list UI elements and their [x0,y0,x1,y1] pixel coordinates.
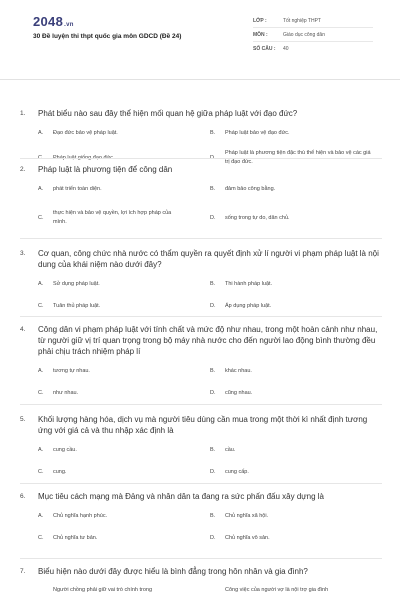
question-2 [20,164,382,241]
option-text: Đạo đức bảo vệ pháp luật. [53,130,118,136]
option-letter: A. [38,130,44,136]
question-stem [20,491,382,502]
question-text: Mục tiêu cách mạng mà Đảng và nhân dân ta đang ra sức phấn đấu xây dựng là [38,492,324,501]
question-stem [20,324,382,357]
question-text: Pháp luật là phương tiện để công dân [38,165,173,174]
meta-row-class [253,14,373,28]
question-stem [20,108,382,119]
question-text: Khối lượng hàng hóa, dịch vụ mà người tiêu dùng cần mua trong một thời kì nhất định tương ứng với giá cả và thu nhập xác định là [38,415,368,435]
question-6 [20,491,382,550]
site-logo[interactable] [33,14,74,29]
option-letter: D. [210,390,216,396]
option-letter: B. [210,130,216,136]
options [20,280,382,318]
question-stem [20,164,382,175]
options [20,446,382,484]
question-stem [20,414,382,436]
option-text: khác nhau. [225,368,252,374]
meta-value: 40 [283,46,289,52]
divider [20,483,382,484]
options [20,512,382,550]
question-5 [20,414,382,484]
question-4 [20,324,382,405]
meta-key: LỚP : [253,17,267,24]
divider [20,238,382,239]
divider [20,558,382,559]
option-text: Sử dụng pháp luật. [53,281,100,287]
option-text: tương tự nhau. [53,368,90,374]
meta-key: SỐ CÂU : [253,46,276,52]
question-text: Cơ quan, công chức nhà nước có thẩm quyền ra quyết định xử lí người vi phạm pháp luật là nội dung của khái niệm nào dưới đây? [38,249,379,269]
option-text: cầu. [225,447,236,453]
question-number: 6. [20,493,26,500]
option-letter: D. [210,215,216,221]
option-letter: B. [210,513,216,519]
option-letter: C. [38,535,44,541]
option-text: Chủ nghĩa tư bản. [53,535,98,541]
option-text: Áp dụng pháp luật. [225,303,272,309]
option-text: cung cầu. [53,447,77,453]
option-text: cũng nhau. [225,390,253,396]
option-letter: C. [38,303,44,309]
option-letter: D. [210,469,216,475]
meta-value: Tốt nghiệp THPT [283,17,321,24]
option-letter: A. [38,186,44,192]
meta-row-subject [253,28,373,42]
question-number: 1. [20,110,26,117]
question-number: 5. [20,416,26,423]
option-letter: B. [210,281,216,287]
option-text: đảm bảo công bằng. [225,186,276,192]
logo-text: 2048 [33,14,64,29]
question-text: Công dân vi phạm pháp luật với tính chất và mức độ như nhau, trong một hoàn cảnh như nhau, từ người giữ vị trí quan trọng trong bộ máy nhà nước cho đến người lao động bình thường đều phải chịu trách nhiệm pháp lí [38,325,378,356]
option-text: Pháp luật là phương tiện đặc thù thể hiện và bảo vệ các giá trị đạo đức. [225,150,371,165]
meta-value: Giáo dục công dân [283,31,325,38]
option-letter: B. [210,368,216,374]
option-text: Pháp luật bảo vệ đạo đức. [225,130,290,136]
question-stem [20,248,382,270]
option-text: như nhau. [53,390,79,396]
option-text: thực hiện và bảo vệ quyền, lợi ích hợp pháp của mình. [53,210,172,225]
options [20,587,382,600]
option-letter: B. [210,447,216,453]
document-title: 30 Đề luyện thi thpt quốc gia môn GDCD (Đề 24) [33,33,182,40]
option-letter: A. [38,447,44,453]
question-number: 7. [20,568,26,575]
option-letter: C. [38,215,44,221]
option-text: cung. [53,469,67,475]
document-meta [253,14,373,56]
option-text: Thi hành pháp luật. [225,281,273,287]
question-stem [20,566,382,577]
option-letter: C. [38,390,44,396]
question-number: 3. [20,250,26,257]
question-text: Biểu hiện nào dưới đây được hiểu là bình đẳng trong hôn nhân và gia đình? [38,567,308,576]
option-letter: D. [210,303,216,309]
option-text: Chủ nghĩa vô sản. [225,535,270,541]
option-letter: C. [38,469,44,475]
logo-suffix: .vn [64,22,74,28]
option-letter: A. [38,368,44,374]
option-text: sống trong tự do, dân chủ. [225,215,290,221]
option-text: Người chồng phải giữ vai trò chính trong [53,587,153,593]
divider [20,158,382,159]
divider [20,316,382,317]
option-text: cung cấp. [225,469,249,475]
document-header [0,0,400,80]
meta-row-count [253,42,373,56]
question-number: 2. [20,166,26,173]
option-letter: A. [38,281,44,287]
question-7 [20,566,382,600]
option-text: Chủ nghĩa hạnh phúc. [53,513,108,519]
option-text: phát triển toàn diện. [53,186,102,192]
option-letter: B. [210,186,216,192]
option-text: Tuân thủ pháp luật. [53,303,101,309]
option-letter: D. [210,535,216,541]
options [20,367,382,405]
question-3 [20,248,382,318]
divider [20,404,382,405]
option-text: Chủ nghĩa xã hội. [225,513,269,519]
question-number: 4. [20,326,26,333]
meta-key: MÔN : [253,31,268,38]
option-text: Công việc của người vợ là nội trợ gia đình [225,587,329,593]
options [20,185,382,241]
option-letter: A. [38,513,44,519]
question-text: Phát biểu nào sau đây thể hiện mối quan hệ giữa pháp luật với đạo đức? [38,109,298,118]
